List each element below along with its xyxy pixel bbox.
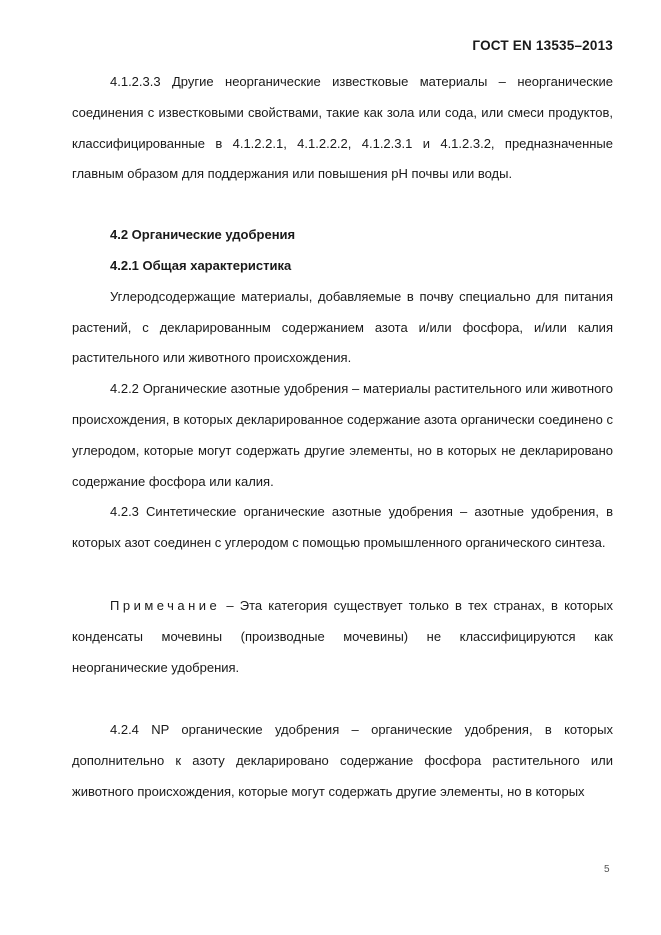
paragraph-4-2-4: 4.2.4 NP органические удобрения – органические удобрения, в которых дополнительно к азоту декларировано содержание фосфора растительного или животного происхождения, которые могут содержать другие элементы, но в которых (72, 722, 613, 799)
heading-4-2-1: 4.2.1 Общая характеристика (110, 257, 292, 273)
document-body (72, 67, 613, 808)
spacer (72, 683, 613, 715)
document-header-id: ГОСТ EN 13535–2013 (472, 38, 613, 53)
note-text: – Эта категория существует только в тех странах, в которых конденсаты мочевины (производные мочевины) не классифицируются как неорганические удобрения. (72, 597, 613, 675)
paragraph-4-2-3: 4.2.3 Синтетические органические азотные удобрения – азотные удобрения, в которых азот соединен с углеродом с помощью промышленного органического синтеза. (72, 504, 613, 551)
page-number: 5 (604, 864, 610, 875)
spacer (72, 559, 613, 591)
note-label: Примечание (110, 597, 221, 613)
paragraph-4-2-2: 4.2.2 Органические азотные удобрения – материалы растительного или животного происхождения, в которых декларированное содержание азота органически соединено с углеродом, которые могут содержать другие элементы, но в которых не декларировано содержание фосфора или калия. (72, 381, 613, 489)
paragraph-4-1-2-3-3: 4.1.2.3.3 Другие неорганические известковые материалы – неорганические соединения с известковыми свойствами, такие как зола или сода, или смеси продуктов, классифицированные в 4.1.2.2.1, 4.1.2.2.2, 4.1.2.3.1 и 4.1.2.3.2, предназначенные главным образом для поддержания или повышения pH почвы или воды. (72, 74, 613, 182)
paragraph-4-2-1-body: Углеродсодержащие материалы, добавляемые в почву специально для питания растений, с декларированным содержанием азота и/или фосфора, и/или калия растительного или животного происхождения. (72, 288, 613, 366)
spacer (72, 190, 613, 220)
heading-4-2: 4.2 Органические удобрения (110, 227, 296, 243)
note-paragraph (72, 591, 613, 683)
